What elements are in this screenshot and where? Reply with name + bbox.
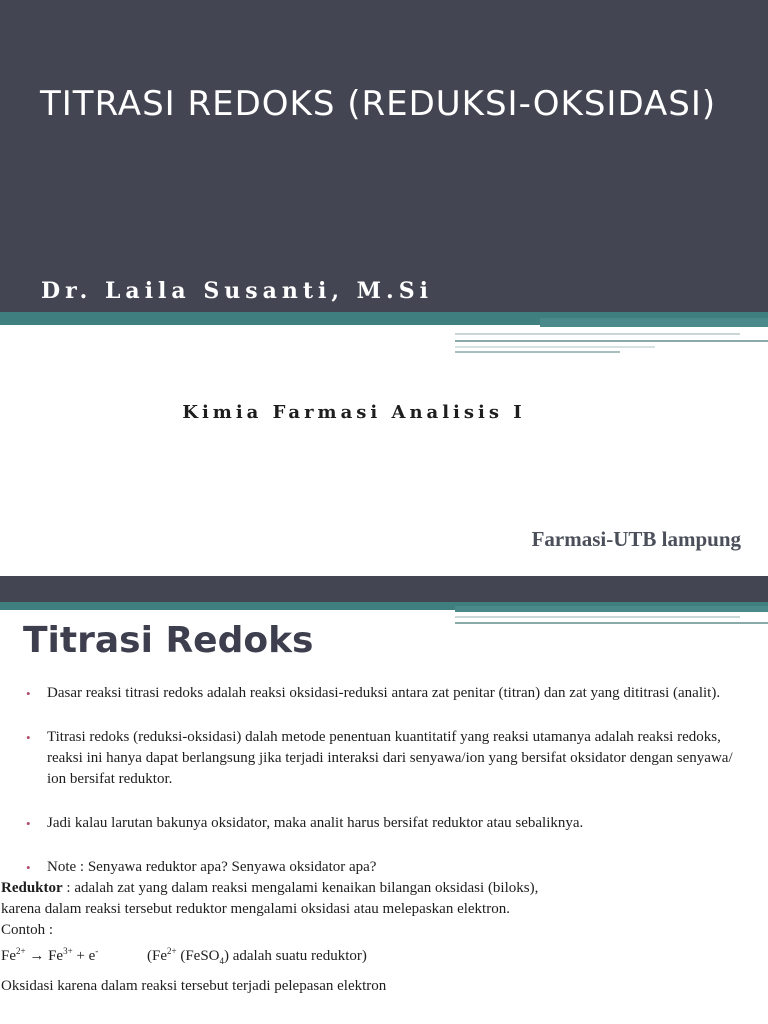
bullet-item: • Dasar reaksi titrasi redoks adalah reaksi oksidasi-reduksi antara zat penitar (titran) dan zat yang dititrasi (analit). bbox=[25, 683, 755, 704]
content-slide bbox=[0, 576, 768, 1024]
bullet-icon: • bbox=[26, 860, 31, 875]
bullet-item: • Jadi kalau larutan bakunya oksidator, maka analit harus bersifat reduktor atau sebaliknya. bbox=[25, 813, 755, 834]
contoh-label: Contoh : bbox=[1, 922, 54, 938]
slide-body bbox=[1, 683, 755, 997]
header-background bbox=[0, 576, 768, 604]
teal-band-accent bbox=[455, 606, 768, 612]
equation-note: ($Fe^{2+}$ (FeSO$_4$) adalah suatu reduktor) bbox=[147, 946, 367, 966]
bullet-icon: • bbox=[26, 730, 31, 745]
institution-label: Farmasi-UTB lampung bbox=[531, 527, 741, 551]
reduktor-definition-cont: karena dalam reaksi tersebut reduktor mengalami oksidasi atau melepaskan elektron. bbox=[1, 901, 510, 917]
header-background bbox=[0, 0, 768, 314]
bullet-item: • Note : Senyawa reduktor apa? Senyawa oksidator apa? bbox=[25, 857, 755, 878]
course-subtitle: Kimia Farmasi Analisis I bbox=[182, 402, 526, 423]
slide-heading: Titrasi Redoks bbox=[23, 620, 314, 661]
reduktor-term: Reduktor bbox=[1, 880, 63, 896]
author-name: Dr. Laila Susanti, M.Si bbox=[41, 278, 433, 304]
bullet-icon: • bbox=[26, 816, 31, 831]
bullet-item: • Titrasi redoks (reduksi-oksidasi) dalah metode penentuan kuantitatif yang reaksi utamanya adalah reaksi redoks, reaksi ini hanya dapat berlangsung jika terjadi interaksi dari senyawa/ion yang bersifat oksidator dengan senyawa/ ion bersifat reduktor. bbox=[26, 729, 733, 787]
bullet-icon: • bbox=[26, 686, 31, 701]
conclusion-text: Oksidasi karena dalam reaksi tersebut terjadi pelepasan elektron bbox=[1, 978, 387, 994]
reduktor-definition: Reduktor : adalah zat yang dalam reaksi mengalami kenaikan bilangan oksidasi (biloks), bbox=[1, 880, 539, 896]
teal-band-accent bbox=[540, 318, 768, 327]
slide-title: TITRASI REDOKS (REDUKSI-OKSIDASI) bbox=[40, 84, 717, 124]
reaction-equation: $Fe^{2+} \to Fe^{3+} + e^-$ ($Fe^{2+}$ (FeSO$_4$) adalah suatu reduktor) bbox=[1, 941, 755, 972]
